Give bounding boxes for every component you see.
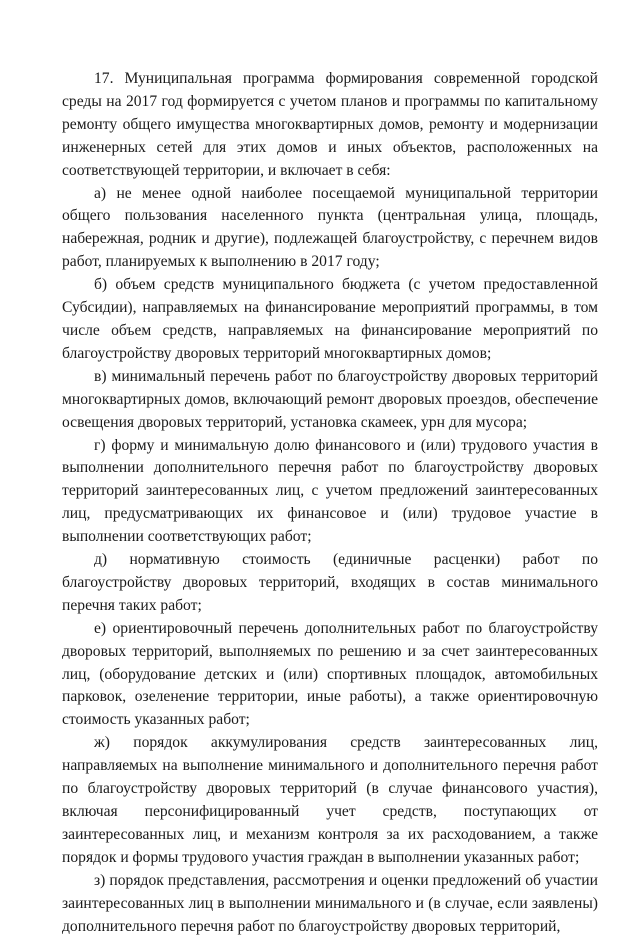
paragraph-item-g: г) форму и минимальную долю финансового и (или) трудового участия в выполнении дополнительного перечня работ по благоустройству дворовых территорий заинтересованных лиц, с учетом предложений заинтересованных лиц, предусматривающих их финансовое и (или) трудовое участие в выполнении соответствующих работ; bbox=[62, 436, 598, 546]
paragraph-item-d: д) нормативную стоимость (единичные расценки) работ по благоустройству дворовых территорий, входящих в состав минимального перечня таких работ; bbox=[62, 551, 598, 614]
paragraph-item-b: б) объем средств муниципального бюджета (с учетом предоставленной Субсидии), направляемых на финансирование мероприятий программы, в том числе объем средств, направляемых на финансирование мероприятий по благоустройству дворовых территорий многоквартирных домов; bbox=[62, 276, 598, 362]
paragraph-item-z: з) порядок представления, рассмотрения и оценки предложений об участии заинтересованных лиц в выполнении минимального и (в случае, если заявлены) дополнительного перечня работ по благоустройству дворовых территорий, bbox=[62, 871, 598, 935]
paragraph-item-a: а) не менее одной наиболее посещаемой муниципальной территории общего пользования населенного пункта (центральная улица, площадь, набережная, родник и другие), подлежащей благоустройству, с перечнем видов работ, планируемых к выполнению в 2017 году; bbox=[62, 184, 598, 271]
paragraph-item-e: е) ориентировочный перечень дополнительных работ по благоустройству дворовых территорий, выполняемых по решению и за счет заинтересованных лиц, (оборудование детских и (или) спортивных площадок, автомобильных парковок, озеленение территории, иные работы), а также ориентировочную стоимость указанных работ; bbox=[62, 619, 598, 729]
paragraph-17: 17. Муниципальная программа формирования современной городской среды на 2017 год формируется с учетом планов и программы по капитальному ремонту общего имущества многоквартирных домов, ремонту и модернизации инженерных сетей для этих домов и иных объектов, расположенных на соответствующей территории, и включает в себя: bbox=[62, 70, 598, 179]
paragraph-item-v: в) минимальный перечень работ по благоустройству дворовых территорий многоквартирных домов, включающий ремонт дворовых проездов, обеспечение освещения дворовых территорий, установка скамеек, урн для мусора; bbox=[62, 367, 598, 431]
paragraph-item-zh: ж) порядок аккумулирования средств заинтересованных лиц, направляемых на выполнение минимального и дополнительного перечня работ по благоустройству дворовых территорий (в случае финансового участия), включая персонифицированный учет средств, поступающих от заинтересованных лиц, и механизм контроля за их расходованием, а также порядок и формы трудового участия граждан в выполнении указанных работ; bbox=[62, 734, 598, 866]
document-page bbox=[62, 68, 598, 938]
